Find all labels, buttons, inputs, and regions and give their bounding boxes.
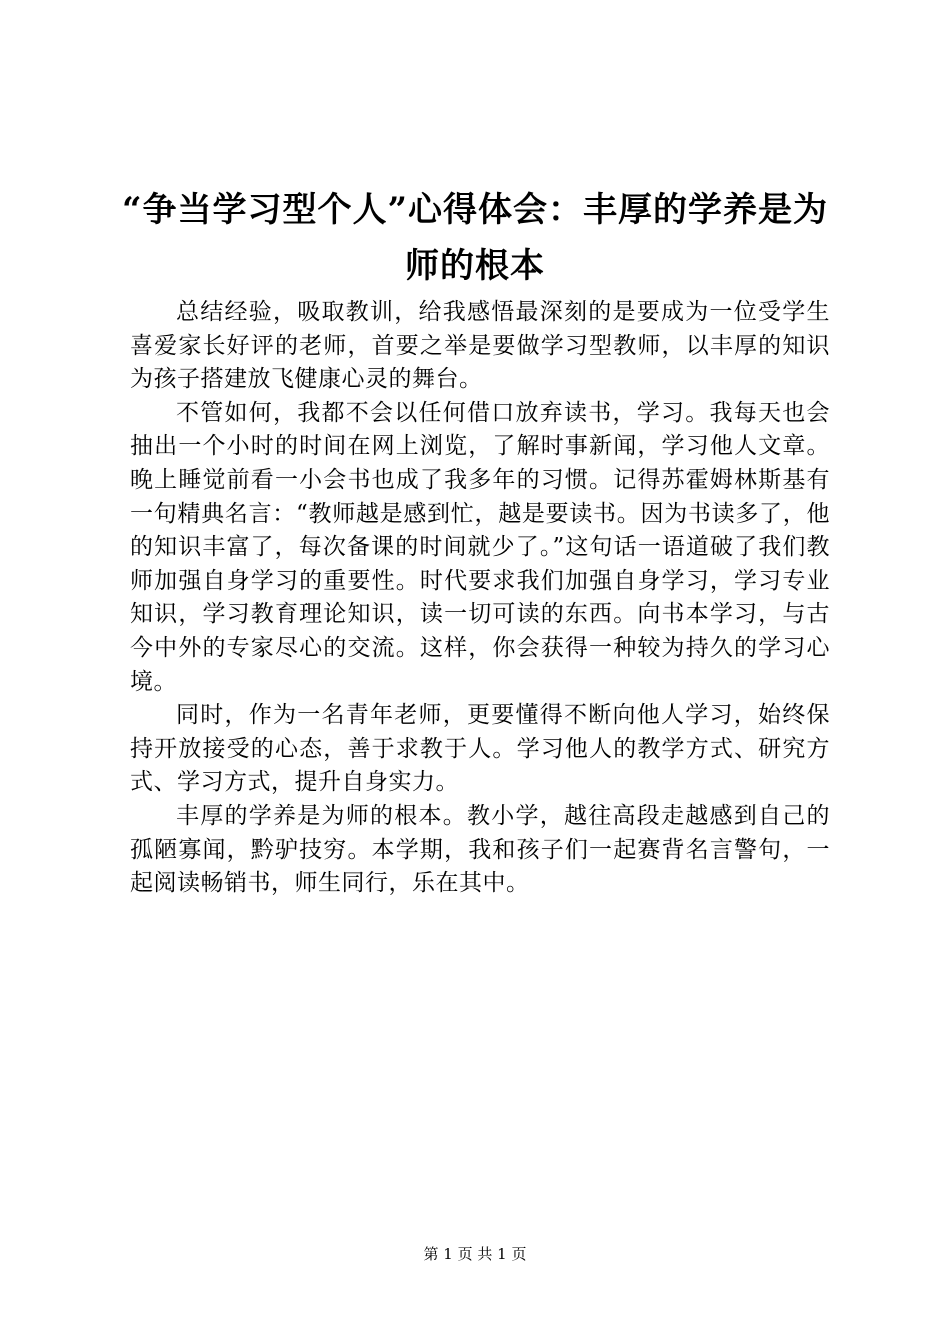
body-paragraph-1: 总结经验，吸取教训，给我感悟最深刻的是要成为一位受学生喜爱家长好评的老师，首要之举是要做学习型教师，以丰厚的知识为孩子搭建放飞健康心灵的舞台。: [130, 299, 830, 393]
document-title: “争当学习型个人”心得体会：丰厚的学养是为师的根本: [121, 190, 829, 286]
body-paragraph-3: 同时，作为一名青年老师，更要懂得不断向他人学习，始终保持开放接受的心态，善于求教于人。学习他人的教学方式、研究方式、学习方式，提升自身实力。: [130, 702, 830, 796]
body-paragraph-4: 丰厚的学养是为师的根本。教小学，越往高段走越感到自己的孤陋寡闻，黔驴技穷。本学期，我和孩子们一起赛背名言警句，一起阅读畅销书，师生同行，乐在其中。: [130, 802, 830, 897]
body-paragraph-2: 不管如何，我都不会以任何借口放弃读书，学习。我每天也会抽出一个小时的时间在网上浏览，了解时事新闻，学习他人文章。晚上睡觉前看一小会书也成了我多年的习惯。记得苏霍姆林斯基有一句精典名言：“教师越是感到忙，越是要读书。因为书读多了，他的知识丰富了，每次备课的时间就少了。”这句话一语道破了我们教师加强自身学习的重要性。时代要求我们加强自身学习，学习专业知识，学习教育理论知识，读一切可读的东西。向书本学习，与古今中外的专家尽心的交流。这样，你会获得一种较为持久的学习心境。: [130, 399, 830, 695]
document-body: [130, 296, 830, 901]
page-footer: 第 1 页 共 1 页: [423, 1245, 527, 1263]
